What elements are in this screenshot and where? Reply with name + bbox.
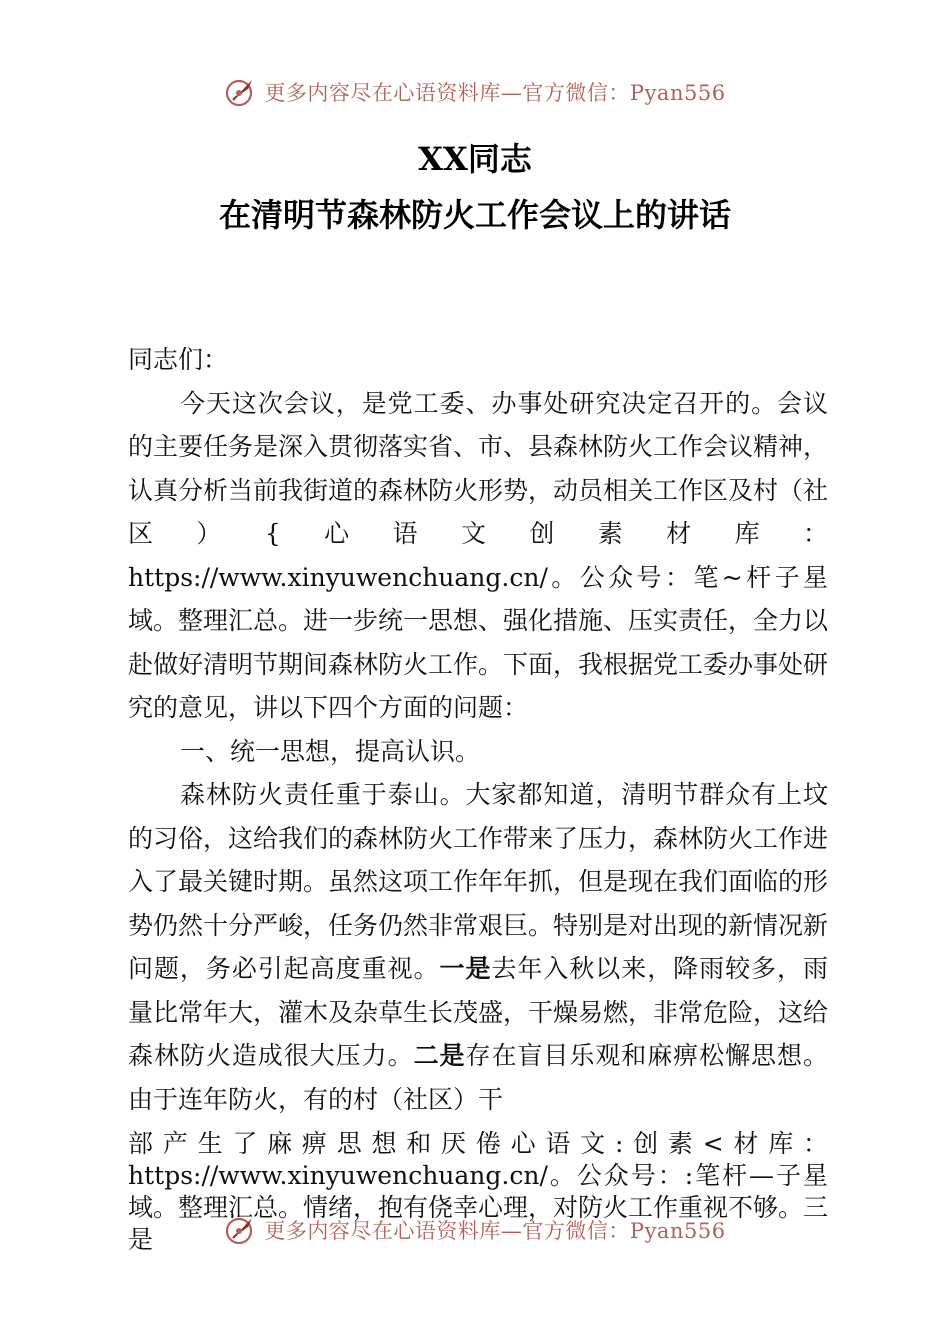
banner-text: 更多内容尽在心语资料库—官方微信：Pyan556	[264, 81, 726, 105]
point-two-marker: 二是	[413, 1041, 466, 1070]
paragraph-2-part-d: 存在盲目乐观和麻痹松懈思想。由于连年防火，有的村（社区）干	[128, 1041, 828, 1114]
header-banner	[0, 72, 950, 112]
page-title-line2: 在清明节森林防火工作会议上的讲话	[218, 196, 731, 234]
page-title-line1: XX同志	[418, 140, 532, 178]
paragraph-3: 部产生了麻痹思想和厌倦心语文:创素<材库：https://www.xinyuwenchuang.cn/。公众号：:笔杆—子星域。整理汇总。情绪，抱有侥幸心理，对防火工作重视不够。三是	[128, 1129, 829, 1254]
quill-logo-icon	[224, 1213, 258, 1247]
paragraph-2-part-c: 去年入秋以来，降雨较多，雨量比常年大，灌木及杂草生长茂盛，干燥易燃，非常危险，这给森林防火造成很大压力。	[128, 954, 829, 1070]
quill-logo-icon	[224, 75, 258, 109]
document-body	[128, 338, 828, 1256]
salutation: 同志们：	[128, 345, 229, 374]
paragraph-2	[128, 773, 828, 1121]
banner-text: 更多内容尽在心语资料库—官方微信：Pyan556	[264, 1219, 726, 1243]
section-heading-1: 一、统一思想，提高认识。	[180, 736, 481, 766]
point-one-marker: 一是	[439, 954, 492, 983]
footer-banner	[0, 1210, 950, 1250]
paragraph-1: 今天这次会议，是党工委、办事处研究决定召开的。会议的主要任务是深入贯彻落实省、市、县森林防火工作会议精神，认真分析当前我街道的森林防火形势，动员相关工作区及村（社区）{心语文创素材库：https://www.xinyuwenchuang.cn/。公众号：笔~杆子星域。整理汇总。进一步统一思想、强化措施、压实责任，全力以赴做好清明节期间森林防火工作。下面，我根据党工委办事处研究的意见，讲以下四个方面的问题：	[128, 388, 829, 722]
paragraph-2-part-a: 森林防火责任重于泰山。大家都知道，清明节群众有上坟的习俗，这给我们的森林防火工作带来了压力，森林防火工作进入了最关键时期。虽然这项工作年年抓，但是现在我们面临的形势仍然十分严峻，任务仍然非常艰巨。特别是对出现的新情况新问题，务必引起高度重视。	[128, 780, 829, 983]
